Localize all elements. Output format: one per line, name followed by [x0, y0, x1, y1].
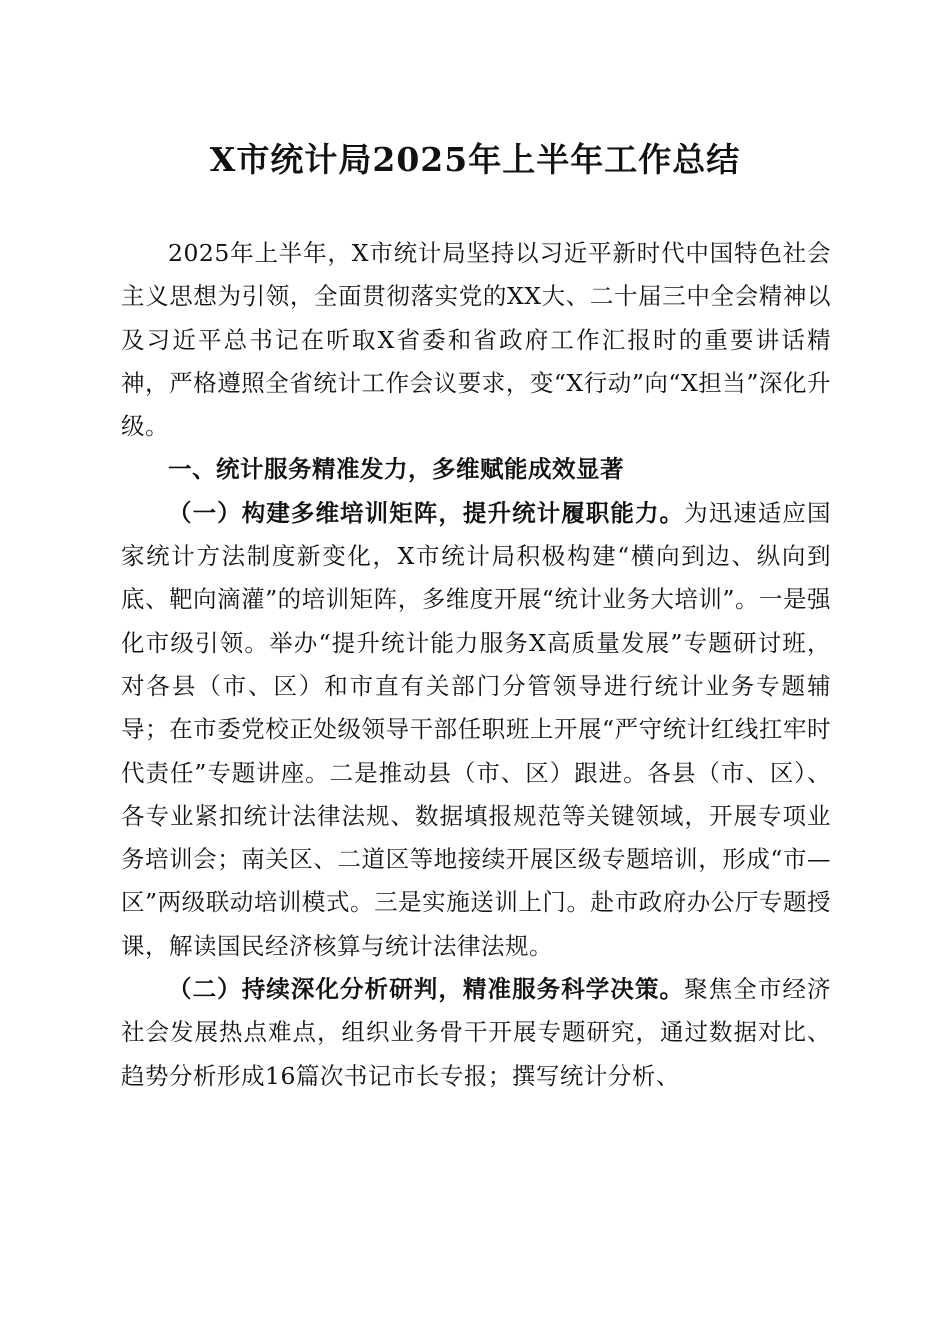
document-body: [121, 232, 831, 1098]
paragraph-item-1: [121, 492, 831, 968]
item-2-lead: （二）持续深化分析研判，精准服务科学决策。: [168, 975, 685, 1004]
document-title: X市统计局2025年上半年工作总结: [209, 140, 741, 179]
item-1-body: 为迅速适应国家统计方法制度新变化，X市统计局积极构建“横向到边、纵向到底、靶向滴灌”的培训矩阵，多维度开展“统计业务大培训”。一是强化市级引领。举办“提升统计能力服务X高质量发展”专题研讨班，对各县（市、区）和市直有关部门分管领导进行统计业务专题辅导；在市委党校正处级领导干部任职班上开展“严守统计红线扛牢时代责任”专题讲座。二是推动县（市、区）跟进。各县（市、区）、各专业紧扣统计法律法规、数据填报规范等关键领域，开展专项业务培训会；南关区、二道区等地接续开展区级专题培训，形成“市—区”两级联动培训模式。三是实施送训上门。赴市政府办公厅专题授课，解读国民经济核算与统计法律法规。: [121, 498, 832, 960]
section-heading-1: 一、统计服务精准发力，多维赋能成效显著: [168, 455, 624, 484]
intro-paragraph: 2025年上半年，X市统计局坚持以习近平新时代中国特色社会主义思想为引领，全面贯彻落实党的XX大、二十届三中全会精神以及习近平总书记在听取X省委和省政府工作汇报时的重要讲话精神，严格遵照全省统计工作会议要求，变“X行动”向“X担当”深化升级。: [121, 239, 831, 441]
paragraph-item-2: [121, 968, 831, 1098]
item-2-body: 聚焦全市经济社会发展热点难点，组织业务骨干开展专题研究，通过数据对比、趋势分析形成16篇次书记市长专报；撰写统计分析、: [121, 975, 832, 1090]
item-1-lead: （一）构建多维培训矩阵，提升统计履职能力。: [168, 498, 685, 527]
